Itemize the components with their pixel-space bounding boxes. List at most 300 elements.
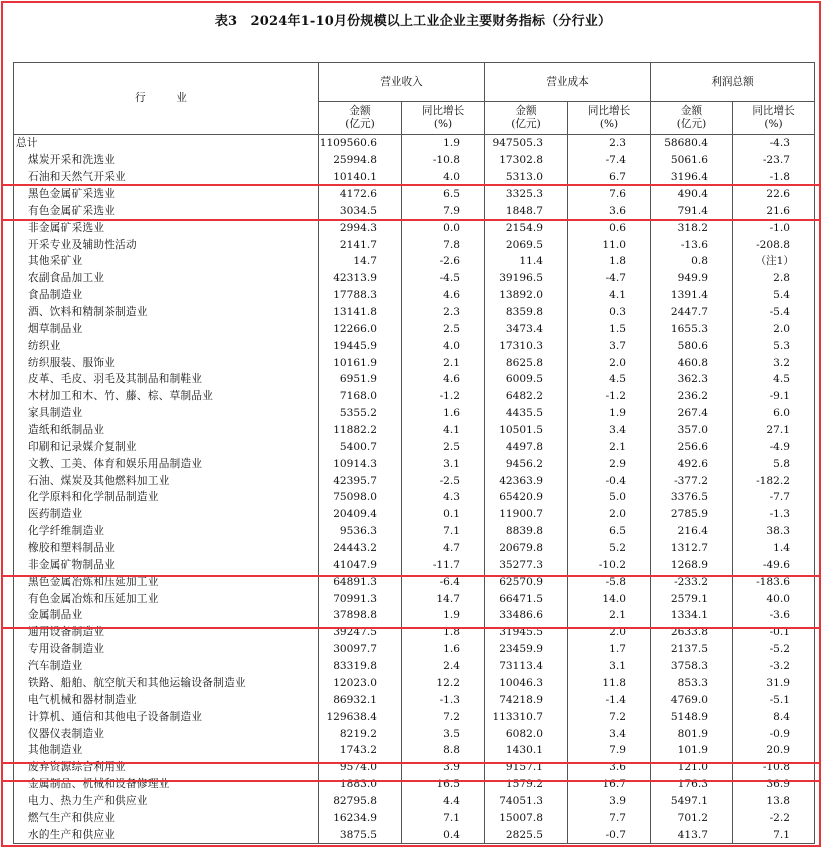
table-row xyxy=(14,202,815,219)
row-value-5: -1.0 xyxy=(733,219,815,236)
row-value-0: 5400.7 xyxy=(319,438,402,455)
row-value-2: 1430.1 xyxy=(485,742,568,759)
row-value-5: -10.8 xyxy=(733,759,815,776)
row-value-2: 8359.8 xyxy=(485,304,568,321)
row-value-2: 8625.8 xyxy=(485,354,568,371)
row-value-4: 121.0 xyxy=(651,759,733,776)
row-industry-name: 非金属矿采选业 xyxy=(14,219,319,236)
row-value-4: 267.4 xyxy=(651,405,733,422)
row-value-5: 31.9 xyxy=(733,675,815,692)
row-value-2: 3473.4 xyxy=(485,320,568,337)
row-value-0: 5355.2 xyxy=(319,405,402,422)
row-value-3: -7.4 xyxy=(568,152,651,169)
table-row xyxy=(14,826,815,843)
row-value-2: 947505.3 xyxy=(485,135,568,152)
table-row xyxy=(14,708,815,725)
table-row xyxy=(14,186,815,203)
row-value-2: 6082.0 xyxy=(485,725,568,742)
row-value-1: 1.6 xyxy=(402,405,485,422)
row-value-2: 11.4 xyxy=(485,253,568,270)
row-value-3: 4.1 xyxy=(568,287,651,304)
row-value-2: 2825.5 xyxy=(485,826,568,843)
row-value-5: 22.6 xyxy=(733,186,815,203)
row-value-5: 36.9 xyxy=(733,776,815,793)
row-value-0: 24443.2 xyxy=(319,540,402,557)
row-value-3: -0.4 xyxy=(568,472,651,489)
row-value-1: 2.1 xyxy=(402,354,485,371)
table-row xyxy=(14,590,815,607)
row-value-0: 75098.0 xyxy=(319,489,402,506)
row-industry-name: 其他制造业 xyxy=(14,742,319,759)
row-value-1: -2.5 xyxy=(402,472,485,489)
row-industry-name: 煤炭开采和洗选业 xyxy=(14,152,319,169)
row-value-0: 14.7 xyxy=(319,253,402,270)
row-value-1: 7.9 xyxy=(402,202,485,219)
row-value-0: 12023.0 xyxy=(319,675,402,692)
table-row xyxy=(14,219,815,236)
table-row xyxy=(14,422,815,439)
row-value-5: -0.1 xyxy=(733,624,815,641)
row-value-5: 5.3 xyxy=(733,337,815,354)
row-value-4: 492.6 xyxy=(651,455,733,472)
row-value-1: 4.3 xyxy=(402,489,485,506)
row-value-4: 791.4 xyxy=(651,202,733,219)
row-value-1: 1.6 xyxy=(402,641,485,658)
row-value-5: -9.1 xyxy=(733,388,815,405)
row-value-5: -183.6 xyxy=(733,573,815,590)
row-value-5: 1.4 xyxy=(733,540,815,557)
row-industry-name: 酒、饮料和精制茶制造业 xyxy=(14,304,319,321)
row-industry-name: 金属制品业 xyxy=(14,607,319,624)
row-value-1: 4.6 xyxy=(402,371,485,388)
table-row xyxy=(14,354,815,371)
row-value-3: 2.0 xyxy=(568,624,651,641)
row-value-3: -10.2 xyxy=(568,556,651,573)
row-value-4: 1312.7 xyxy=(651,540,733,557)
row-value-5: -208.8 xyxy=(733,236,815,253)
row-industry-name: 黑色金属冶炼和压延加工业 xyxy=(14,573,319,590)
row-value-3: 2.0 xyxy=(568,506,651,523)
row-value-4: 101.9 xyxy=(651,742,733,759)
row-value-0: 2994.3 xyxy=(319,219,402,236)
table-row xyxy=(14,304,815,321)
row-value-0: 17788.3 xyxy=(319,287,402,304)
row-value-3: 7.2 xyxy=(568,708,651,725)
row-value-0: 3034.5 xyxy=(319,202,402,219)
table-row xyxy=(14,523,815,540)
row-value-3: -1.2 xyxy=(568,388,651,405)
table-row xyxy=(14,169,815,186)
table-row xyxy=(14,152,815,169)
header-revenue: 营业收入 xyxy=(319,63,485,102)
row-value-5: -4.9 xyxy=(733,438,815,455)
row-value-2: 4435.5 xyxy=(485,405,568,422)
row-value-0: 11882.2 xyxy=(319,422,402,439)
row-value-3: 6.7 xyxy=(568,169,651,186)
row-value-3: 3.4 xyxy=(568,422,651,439)
row-value-4: 2785.9 xyxy=(651,506,733,523)
table-row xyxy=(14,253,815,270)
row-industry-name: 纺织服装、服饰业 xyxy=(14,354,319,371)
row-value-5: 27.1 xyxy=(733,422,815,439)
table-row xyxy=(14,759,815,776)
row-value-3: 1.5 xyxy=(568,320,651,337)
row-industry-name: 医药制造业 xyxy=(14,506,319,523)
table-row xyxy=(14,573,815,590)
row-value-3: 1.8 xyxy=(568,253,651,270)
row-value-2: 17310.3 xyxy=(485,337,568,354)
row-value-5: -1.8 xyxy=(733,169,815,186)
row-value-4: 176.3 xyxy=(651,776,733,793)
table-row xyxy=(14,809,815,826)
row-value-4: 2579.1 xyxy=(651,590,733,607)
row-value-5: 5.4 xyxy=(733,287,815,304)
row-value-3: 5.0 xyxy=(568,489,651,506)
row-value-5: 40.0 xyxy=(733,590,815,607)
row-value-2: 2154.9 xyxy=(485,219,568,236)
row-value-2: 11900.7 xyxy=(485,506,568,523)
row-value-0: 9536.3 xyxy=(319,523,402,540)
row-industry-name: 废弃资源综合利用业 xyxy=(14,759,319,776)
row-value-1: 2.3 xyxy=(402,304,485,321)
row-value-3: 4.5 xyxy=(568,371,651,388)
row-value-1: 1.8 xyxy=(402,624,485,641)
row-value-1: -1.3 xyxy=(402,691,485,708)
row-value-3: 7.9 xyxy=(568,742,651,759)
row-value-4: 256.6 xyxy=(651,438,733,455)
row-value-2: 1579.2 xyxy=(485,776,568,793)
row-value-1: 7.1 xyxy=(402,523,485,540)
row-industry-name: 总计 xyxy=(14,135,319,152)
row-value-4: 3758.3 xyxy=(651,658,733,675)
row-industry-name: 黑色金属矿采选业 xyxy=(14,186,319,203)
row-value-4: 1655.3 xyxy=(651,320,733,337)
row-value-4: 5061.6 xyxy=(651,152,733,169)
table-row xyxy=(14,556,815,573)
row-value-0: 86932.1 xyxy=(319,691,402,708)
row-value-2: 5313.0 xyxy=(485,169,568,186)
table-row xyxy=(14,691,815,708)
subheader-2: 金额 (亿元) xyxy=(485,102,568,135)
row-industry-name: 非金属矿物制品业 xyxy=(14,556,319,573)
row-value-3: 3.1 xyxy=(568,658,651,675)
row-value-1: 3.1 xyxy=(402,455,485,472)
row-industry-name: 有色金属矿采选业 xyxy=(14,202,319,219)
row-value-4: 949.9 xyxy=(651,270,733,287)
row-value-3: 14.0 xyxy=(568,590,651,607)
row-value-5: 8.4 xyxy=(733,708,815,725)
row-value-5: -5.2 xyxy=(733,641,815,658)
row-value-0: 25994.8 xyxy=(319,152,402,169)
row-value-3: 2.0 xyxy=(568,354,651,371)
table-row xyxy=(14,371,815,388)
row-value-4: 2633.8 xyxy=(651,624,733,641)
row-value-1: 4.1 xyxy=(402,422,485,439)
row-value-0: 82795.8 xyxy=(319,793,402,810)
row-value-4: 5497.1 xyxy=(651,793,733,810)
row-value-1: 2.4 xyxy=(402,658,485,675)
row-value-0: 64891.3 xyxy=(319,573,402,590)
row-value-1: 4.4 xyxy=(402,793,485,810)
row-value-3: 16.7 xyxy=(568,776,651,793)
subheader-0: 金额 (亿元) xyxy=(319,102,402,135)
row-value-2: 1848.7 xyxy=(485,202,568,219)
row-value-1: 1.9 xyxy=(402,607,485,624)
row-value-0: 13141.8 xyxy=(319,304,402,321)
table-row xyxy=(14,472,815,489)
row-value-1: -11.7 xyxy=(402,556,485,573)
financial-indicators-table xyxy=(13,62,815,844)
row-value-1: 3.5 xyxy=(402,725,485,742)
row-industry-name: 家具制造业 xyxy=(14,405,319,422)
row-value-4: 413.7 xyxy=(651,826,733,843)
row-value-3: 2.3 xyxy=(568,135,651,152)
table-row xyxy=(14,320,815,337)
row-industry-name: 橡胶和塑料制品业 xyxy=(14,540,319,557)
row-value-5: -5.1 xyxy=(733,691,815,708)
row-value-3: 11.0 xyxy=(568,236,651,253)
row-value-4: -377.2 xyxy=(651,472,733,489)
row-industry-name: 计算机、通信和其他电子设备制造业 xyxy=(14,708,319,725)
subheader-5: 同比增长 (%) xyxy=(733,102,815,135)
row-value-2: 66471.5 xyxy=(485,590,568,607)
row-value-2: 113310.7 xyxy=(485,708,568,725)
header-profit: 利润总额 xyxy=(651,63,815,102)
row-value-5: -3.2 xyxy=(733,658,815,675)
subheader-4: 金额 (亿元) xyxy=(651,102,733,135)
row-value-3: 3.6 xyxy=(568,759,651,776)
row-value-4: 5148.9 xyxy=(651,708,733,725)
row-industry-name: 电力、热力生产和供应业 xyxy=(14,793,319,810)
row-value-3: 3.4 xyxy=(568,725,651,742)
row-value-0: 37898.8 xyxy=(319,607,402,624)
table-row xyxy=(14,776,815,793)
row-value-0: 10914.3 xyxy=(319,455,402,472)
table-row xyxy=(14,236,815,253)
table-row xyxy=(14,337,815,354)
header-industry: 行 业 xyxy=(14,63,319,135)
row-value-1: 4.0 xyxy=(402,337,485,354)
row-value-2: 13892.0 xyxy=(485,287,568,304)
row-value-2: 4497.8 xyxy=(485,438,568,455)
row-value-1: -4.5 xyxy=(402,270,485,287)
row-industry-name: 烟草制品业 xyxy=(14,320,319,337)
row-value-2: 33486.6 xyxy=(485,607,568,624)
row-value-4: 357.0 xyxy=(651,422,733,439)
table-row xyxy=(14,658,815,675)
row-industry-name: 石油和天然气开采业 xyxy=(14,169,319,186)
table-row xyxy=(14,624,815,641)
row-value-5: -4.3 xyxy=(733,135,815,152)
row-value-3: -1.4 xyxy=(568,691,651,708)
row-value-4: 362.3 xyxy=(651,371,733,388)
row-value-3: 2.9 xyxy=(568,455,651,472)
row-industry-name: 化学原料和化学制品制造业 xyxy=(14,489,319,506)
row-value-1: 6.5 xyxy=(402,186,485,203)
row-value-2: 2069.5 xyxy=(485,236,568,253)
row-value-2: 8839.8 xyxy=(485,523,568,540)
row-value-1: 0.4 xyxy=(402,826,485,843)
row-value-1: -2.6 xyxy=(402,253,485,270)
row-industry-name: 木材加工和木、竹、藤、棕、草制品业 xyxy=(14,388,319,405)
row-value-0: 4172.6 xyxy=(319,186,402,203)
row-value-2: 31945.5 xyxy=(485,624,568,641)
table-row xyxy=(14,540,815,557)
row-value-4: -233.2 xyxy=(651,573,733,590)
row-value-4: 853.3 xyxy=(651,675,733,692)
row-value-3: 5.2 xyxy=(568,540,651,557)
row-value-1: 4.0 xyxy=(402,169,485,186)
row-value-2: 6482.2 xyxy=(485,388,568,405)
row-industry-name: 燃气生产和供应业 xyxy=(14,809,319,826)
header-cost: 营业成本 xyxy=(485,63,651,102)
row-value-0: 3875.5 xyxy=(319,826,402,843)
row-value-2: 3325.3 xyxy=(485,186,568,203)
row-value-1: 4.6 xyxy=(402,287,485,304)
table-row xyxy=(14,135,815,152)
row-value-1: 14.7 xyxy=(402,590,485,607)
row-value-1: 4.7 xyxy=(402,540,485,557)
table-row xyxy=(14,270,815,287)
subheader-3: 同比增长 (%) xyxy=(568,102,651,135)
row-value-1: -10.8 xyxy=(402,152,485,169)
row-value-3: 7.7 xyxy=(568,809,651,826)
row-value-5: -49.6 xyxy=(733,556,815,573)
row-value-2: 15007.8 xyxy=(485,809,568,826)
row-value-1: 2.5 xyxy=(402,438,485,455)
row-value-0: 10161.9 xyxy=(319,354,402,371)
row-value-2: 39196.5 xyxy=(485,270,568,287)
row-value-2: 9157.1 xyxy=(485,759,568,776)
row-industry-name: 专用设备制造业 xyxy=(14,641,319,658)
row-value-2: 42363.9 xyxy=(485,472,568,489)
row-value-0: 2141.7 xyxy=(319,236,402,253)
row-value-5: -3.6 xyxy=(733,607,815,624)
row-value-5: -5.4 xyxy=(733,304,815,321)
row-value-3: 1.7 xyxy=(568,641,651,658)
row-value-2: 62570.9 xyxy=(485,573,568,590)
row-value-4: 216.4 xyxy=(651,523,733,540)
row-industry-name: 水的生产和供应业 xyxy=(14,826,319,843)
row-value-5: 7.1 xyxy=(733,826,815,843)
row-industry-name: 印刷和记录媒介复制业 xyxy=(14,438,319,455)
row-value-4: 3376.5 xyxy=(651,489,733,506)
row-value-3: 0.6 xyxy=(568,219,651,236)
row-value-0: 70991.3 xyxy=(319,590,402,607)
row-value-4: 1391.4 xyxy=(651,287,733,304)
row-value-5: -7.7 xyxy=(733,489,815,506)
row-value-3: 6.5 xyxy=(568,523,651,540)
row-value-2: 65420.9 xyxy=(485,489,568,506)
row-value-1: -6.4 xyxy=(402,573,485,590)
row-value-5: 2.0 xyxy=(733,320,815,337)
row-value-3: 3.6 xyxy=(568,202,651,219)
row-value-1: 16.5 xyxy=(402,776,485,793)
row-value-2: 73113.4 xyxy=(485,658,568,675)
row-value-3: 7.6 xyxy=(568,186,651,203)
table-row xyxy=(14,742,815,759)
row-value-0: 83319.8 xyxy=(319,658,402,675)
row-value-1: -1.2 xyxy=(402,388,485,405)
row-value-0: 20409.4 xyxy=(319,506,402,523)
row-value-3: 3.9 xyxy=(568,793,651,810)
row-value-0: 16234.9 xyxy=(319,809,402,826)
row-value-5: -2.2 xyxy=(733,809,815,826)
row-value-1: 0.0 xyxy=(402,219,485,236)
row-value-4: 580.6 xyxy=(651,337,733,354)
row-value-4: 236.2 xyxy=(651,388,733,405)
row-value-0: 39247.5 xyxy=(319,624,402,641)
row-value-5: 2.8 xyxy=(733,270,815,287)
row-industry-name: 有色金属冶炼和压延加工业 xyxy=(14,590,319,607)
row-value-2: 35277.3 xyxy=(485,556,568,573)
row-value-5: 4.5 xyxy=(733,371,815,388)
row-value-1: 7.8 xyxy=(402,236,485,253)
row-value-3: 3.7 xyxy=(568,337,651,354)
row-industry-name: 仪器仪表制造业 xyxy=(14,725,319,742)
row-value-5: -0.9 xyxy=(733,725,815,742)
row-value-5: -1.3 xyxy=(733,506,815,523)
row-value-3: 2.1 xyxy=(568,438,651,455)
row-value-0: 8219.2 xyxy=(319,725,402,742)
row-value-3: 1.9 xyxy=(568,405,651,422)
row-value-0: 42395.7 xyxy=(319,472,402,489)
row-value-0: 10140.1 xyxy=(319,169,402,186)
row-value-0: 6951.9 xyxy=(319,371,402,388)
row-industry-name: 食品制造业 xyxy=(14,287,319,304)
table-row xyxy=(14,607,815,624)
row-value-0: 42313.9 xyxy=(319,270,402,287)
row-industry-name: 文教、工美、体育和娱乐用品制造业 xyxy=(14,455,319,472)
row-value-4: 1268.9 xyxy=(651,556,733,573)
row-value-5: 20.9 xyxy=(733,742,815,759)
row-value-1: 3.9 xyxy=(402,759,485,776)
row-value-0: 1743.2 xyxy=(319,742,402,759)
row-value-3: 2.1 xyxy=(568,607,651,624)
row-value-3: -5.8 xyxy=(568,573,651,590)
table-row xyxy=(14,506,815,523)
row-industry-name: 电气机械和器材制造业 xyxy=(14,691,319,708)
row-value-4: 801.9 xyxy=(651,725,733,742)
row-industry-name: 农副食品加工业 xyxy=(14,270,319,287)
row-industry-name: 其他采矿业 xyxy=(14,253,319,270)
row-value-3: 11.8 xyxy=(568,675,651,692)
row-value-4: -13.6 xyxy=(651,236,733,253)
row-value-0: 19445.9 xyxy=(319,337,402,354)
row-industry-name: 石油、煤炭及其他燃料加工业 xyxy=(14,472,319,489)
row-value-2: 10046.3 xyxy=(485,675,568,692)
row-value-5: 38.3 xyxy=(733,523,815,540)
row-value-4: 4769.0 xyxy=(651,691,733,708)
row-industry-name: 开采专业及辅助性活动 xyxy=(14,236,319,253)
row-value-2: 6009.5 xyxy=(485,371,568,388)
row-value-0: 129638.4 xyxy=(319,708,402,725)
row-value-0: 1109560.6 xyxy=(319,135,402,152)
row-value-3: -0.7 xyxy=(568,826,651,843)
row-value-0: 9574.0 xyxy=(319,759,402,776)
row-value-1: 1.9 xyxy=(402,135,485,152)
row-value-0: 41047.9 xyxy=(319,556,402,573)
row-industry-name: 造纸和纸制品业 xyxy=(14,422,319,439)
row-value-4: 1334.1 xyxy=(651,607,733,624)
row-value-5: 3.2 xyxy=(733,354,815,371)
table-row xyxy=(14,641,815,658)
row-value-1: 12.2 xyxy=(402,675,485,692)
row-value-2: 10501.5 xyxy=(485,422,568,439)
row-value-5: （注1） xyxy=(733,253,815,270)
row-value-4: 460.8 xyxy=(651,354,733,371)
row-value-4: 58680.4 xyxy=(651,135,733,152)
